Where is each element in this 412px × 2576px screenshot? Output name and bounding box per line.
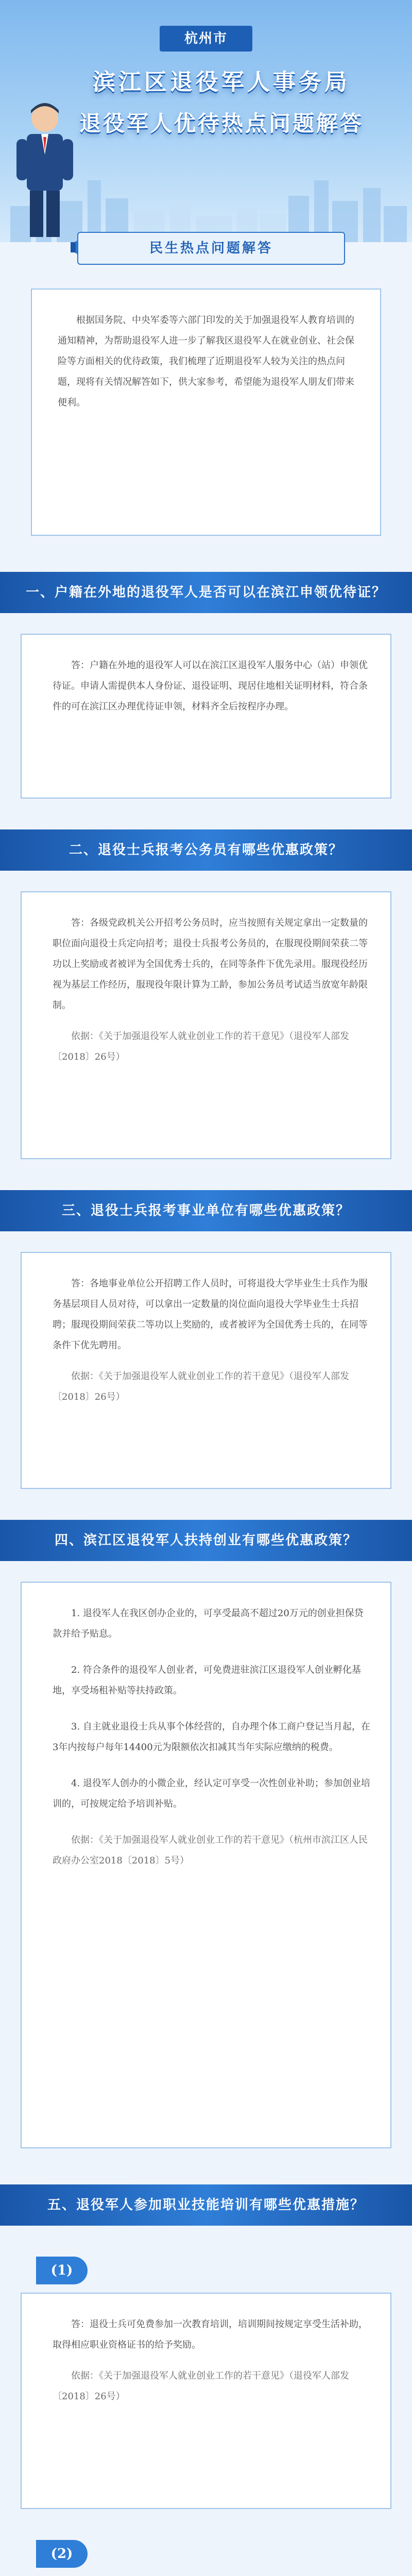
section-4-item-2: 2. 符合条件的退役军人创业者，可免费进驻滨江区退役军人创业孵化基地，享受场租补贴等扶持政策。 [53, 1665, 361, 1696]
section-4-title: 四、滨江区退役军人扶持创业有哪些优惠政策？ [54, 1533, 357, 1548]
section-5-header [0, 2184, 412, 2226]
title-line-1: 滨江区退役军人事务局 [93, 69, 350, 95]
section-5-item-1-note: 依据：《关于加强退役军人就业创业工作的若干意见》（退役军人部发〔2018〕26号） [53, 2370, 349, 2402]
section-4-note: 依据：《关于加强退役军人就业创业工作的若干意见》（杭州市滨江区人民政府办公室2018〔2018〕5号） [53, 1835, 368, 1866]
section-5-badge-1: (1) [36, 2257, 88, 2284]
section-5-item-1-text: 答：退役士兵可免费参加一次教育培训，培训期间按规定享受生活补助，取得相应职业资格证书的给予奖励。 [53, 2319, 368, 2350]
title-line-2: 退役军人优待热点问题解答 [79, 111, 364, 136]
section-2-title: 二、退役士兵报考公务员有哪些优惠政策？ [68, 842, 343, 858]
section-1-title: 一、户籍在外地的退役军人是否可以在滨江申领优待证？ [25, 585, 386, 600]
section-5-title: 五、退役军人参加职业技能培训有哪些优惠措施？ [47, 2197, 365, 2213]
section-4-item-4: 4. 退役军人创办的小微企业，经认定可享受一次性创业补助；参加创业培训的，可按规定给予培训补贴。 [53, 1778, 370, 1809]
intro-tab: 民生热点问题解答 [77, 232, 345, 265]
intro-text: 根据国务院、中央军委等六部门印发的关于加强退役军人教育培训的通知精神，为帮助退役军人进一步了解我区退役军人在就业创业、社会保险等方面相关的优待政策，我们梳理了近期退役军人较为关注的热点问题，现将有关情况解答如下，供大家参考，希望能为退役军人朋友们带来便利。 [58, 315, 354, 408]
section-2-text: 答：各级党政机关公开招考公务员时，应当按照有关规定拿出一定数量的职位面向退役士兵定向招考；退役士兵报考公务员的，在服现役期间荣获二等功以上奖励或者被评为全国优秀士兵的，在同等条件下优先录用。服现役经历视为基层工作经历，服现役年限计算为工龄，参加公务员考试适当放宽年龄限制。 [53, 918, 368, 1011]
section-4-header [0, 1520, 412, 1561]
section-3-title: 三、退役士兵报考事业单位有哪些优惠政策？ [61, 1203, 350, 1218]
section-4-item-1: 1. 退役军人在我区创办企业的，可享受最高不超过20万元的创业担保贷款并给予贴息。 [53, 1608, 364, 1639]
section-2-card [21, 891, 391, 1159]
section-1-card [21, 634, 391, 799]
section-2-note: 依据：《关于加强退役军人就业创业工作的若干意见》（退役军人部发〔2018〕26号） [53, 1031, 349, 1062]
section-4-item-3: 3. 自主就业退役士兵从事个体经营的，自办理个体工商户登记当月起，在3年内按每户每年14400元为限额依次扣减其当年实际应缴纳的税费。 [53, 1721, 370, 1753]
page-title [67, 62, 376, 165]
section-5-badge-2: (2) [36, 2540, 88, 2568]
city-tag: 杭州市 [160, 26, 252, 52]
header-banner [0, 0, 412, 242]
section-4-card [21, 1582, 391, 2148]
section-2-header [0, 829, 412, 871]
section-3-note: 依据：《关于加强退役军人就业创业工作的若干意见》（退役军人部发〔2018〕26号） [53, 1371, 349, 1402]
intro-box [31, 289, 381, 536]
section-3-text: 答：各地事业单位公开招聘工作人员时，可将退役大学毕业生士兵作为服务基层项目人员对待，可以拿出一定数量的岗位面向退役大学毕业生士兵招聘；服现役期间荣获二等功以上奖励的，或者被评为全国优秀士兵的，在同等条件下优先聘用。 [53, 1278, 368, 1351]
section-5-card-1 [21, 2293, 391, 2509]
section-3-header [0, 1190, 412, 1231]
section-1-text: 答：户籍在外地的退役军人可以在滨江区退役军人服务中心（站）申领优待证。申请人需提供本人身份证、退役证明、现居住地相关证明材料，符合条件的可在滨江区办理优待证申领，材料齐全后按程序办理。 [53, 660, 368, 712]
section-3-card [21, 1252, 391, 1489]
soldier-illustration-icon [11, 98, 78, 242]
section-1-header [0, 572, 412, 613]
